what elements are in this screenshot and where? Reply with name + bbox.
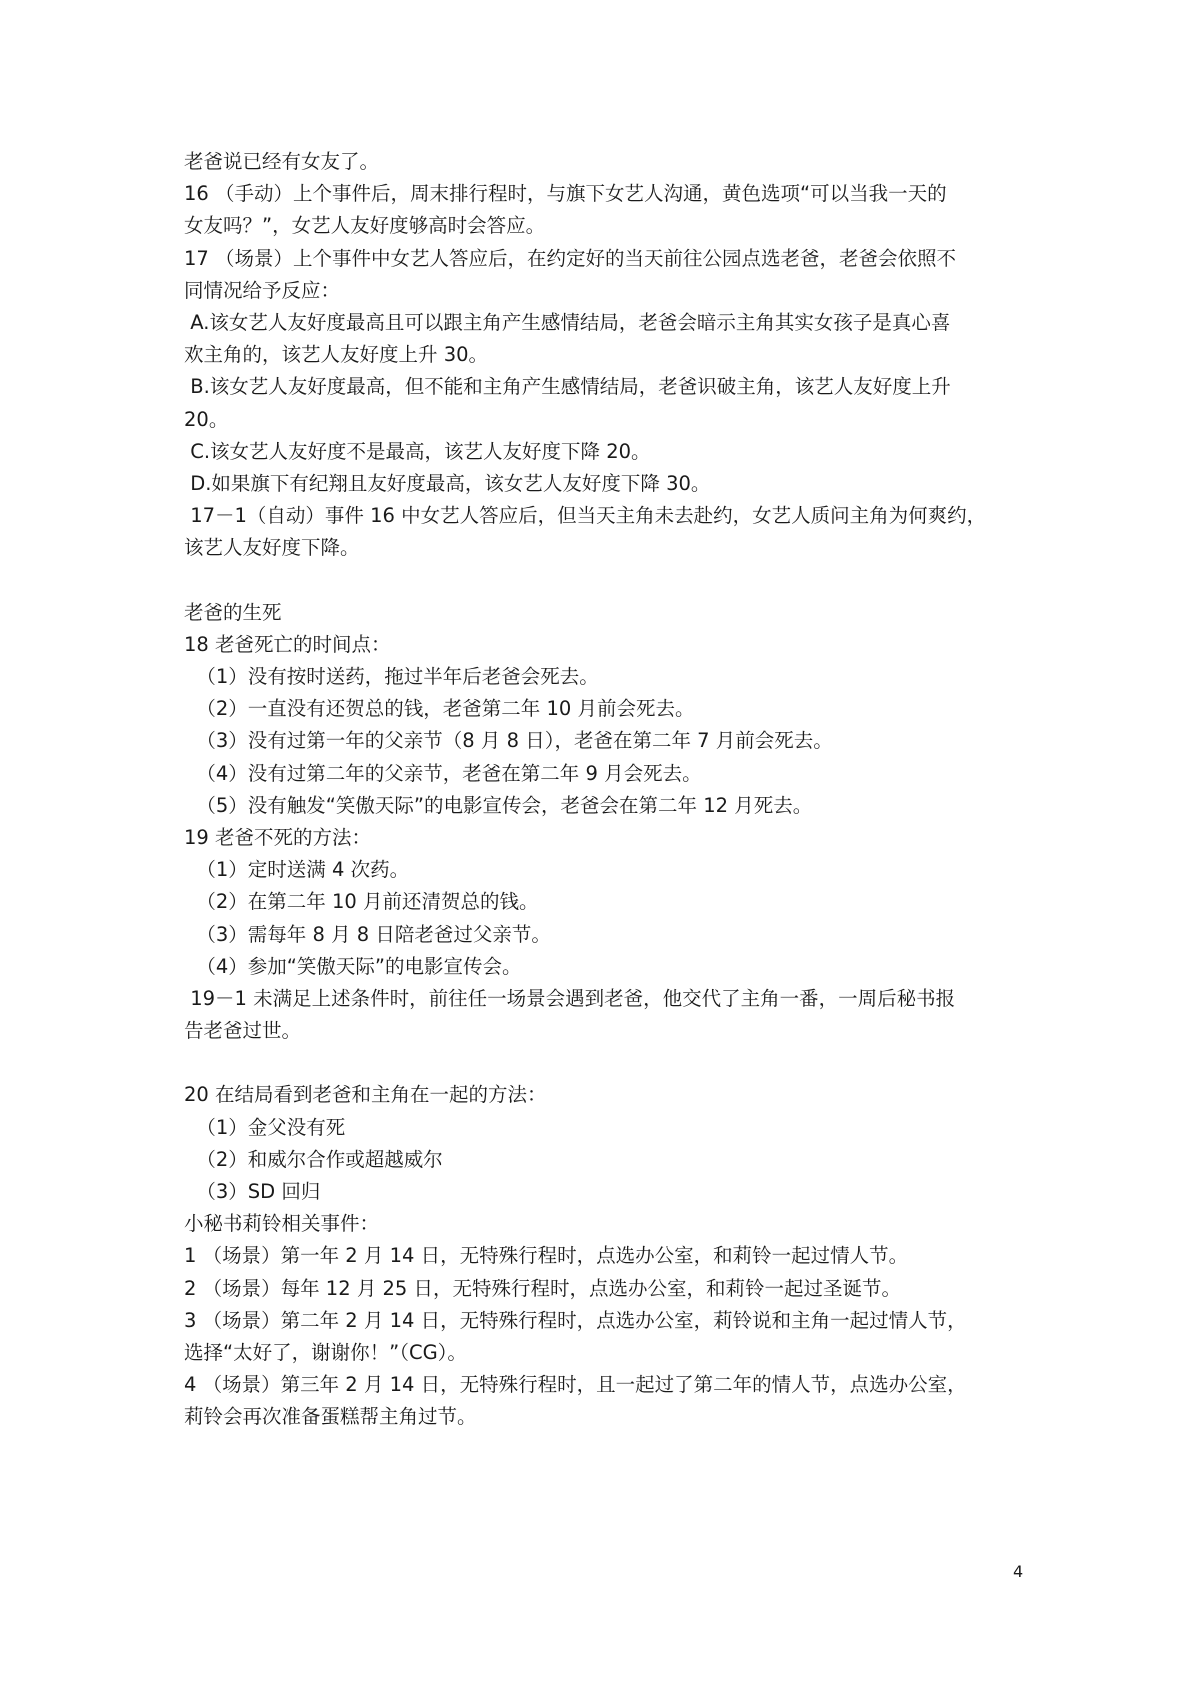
- text-line: 欢主角的，该艺人友好度上升 30。: [184, 343, 489, 367]
- text-line: 老爸说已经有女友了。: [184, 150, 380, 173]
- text-line: 2 （场景）每年 12 月 25 日，无特殊行程时，点选办公室，和莉铃一起过圣诞节。: [184, 1276, 902, 1300]
- text-line: B.该女艺人友好度最高，但不能和主角产生感情结局，老爸识破主角，该艺人友好度上升: [184, 375, 951, 399]
- text-line: 告老爸过世。: [184, 1019, 302, 1043]
- text-line: C.该女艺人友好度不是最高，该艺人友好度下降 20。: [184, 439, 651, 463]
- blank-line: [184, 1047, 1024, 1079]
- text-line: （2）一直没有还贺总的钱，老爸第二年 10 月前会死去。: [184, 697, 695, 721]
- text-line: 19 老爸不死的方法：: [184, 825, 372, 849]
- text-line: （1）定时送满 4 次药。: [184, 858, 410, 882]
- section-heading: 老爸的生死: [184, 600, 282, 624]
- text-line: 20。: [184, 407, 229, 431]
- section-heading: 小秘书莉铃相关事件：: [184, 1212, 380, 1236]
- text-line: 17 （场景）上个事件中女艺人答应后，在约定好的当天前往公园点选老爸，老爸会依照不: [184, 246, 957, 270]
- text-line: A.该女艺人友好度最高且可以跟主角产生感情结局，老爸会暗示主角其实女孩子是真心喜: [184, 310, 951, 334]
- text-line: （3）需每年 8 月 8 日陪老爸过父亲节。: [184, 922, 551, 946]
- text-line: 20 在结局看到老爸和主角在一起的方法：: [184, 1083, 547, 1107]
- text-line: 3 （场景）第二年 2 月 14 日，无特殊行程时，点选办公室，莉铃说和主角一起过情人节，: [184, 1308, 967, 1332]
- text-line: 莉铃会再次准备蛋糕帮主角过节。: [184, 1405, 477, 1429]
- text-line: 1 （场景）第一年 2 月 14 日，无特殊行程时，点选办公室，和莉铃一起过情人节。: [184, 1244, 909, 1268]
- text-line: （4）没有过第二年的父亲节，老爸在第二年 9 月会死去。: [184, 761, 702, 785]
- text-line: D.如果旗下有纪翔且友好度最高，该女艺人友好度下降 30。: [184, 471, 711, 495]
- text-line: 选择“太好了，谢谢你！”（CG）。: [184, 1340, 467, 1364]
- text-line: 19－1 未满足上述条件时，前往任一场景会遇到老爸，他交代了主角一番，一周后秘书报: [184, 986, 956, 1010]
- blank-line: [184, 564, 1024, 596]
- text-line: （1）没有按时送药，拖过半年后老爸会死去。: [184, 665, 599, 688]
- text-line: （2）在第二年 10 月前还清贺总的钱。: [184, 890, 539, 914]
- text-line: 4 （场景）第三年 2 月 14 日，无特殊行程时，且一起过了第二年的情人节，点选办公室，: [184, 1373, 967, 1397]
- text-line: （5）没有触发“笑傲天际”的电影宣传会，老爸会在第二年 12 月死去。: [184, 793, 813, 817]
- text-line: （3）没有过第一年的父亲节（8 月 8 日），老爸在第二年 7 月前会死去。: [184, 729, 833, 753]
- text-line: 同情况给予反应：: [184, 278, 341, 302]
- text-line: （2）和威尔合作或超越威尔: [184, 1147, 443, 1171]
- page-number: 4: [1013, 1562, 1024, 1581]
- text-line: （3）SD 回归: [184, 1180, 321, 1203]
- text-line: （1）金父没有死: [184, 1115, 346, 1139]
- document-body: [184, 146, 1024, 1434]
- text-line: 18 老爸死亡的时间点：: [184, 632, 391, 656]
- text-line: 女友吗？”，女艺人友好度够高时会答应。: [184, 214, 546, 238]
- text-line: 16 （手动）上个事件后，周末排行程时，与旗下女艺人沟通，黄色选项“可以当我一天的: [184, 182, 947, 206]
- text-line: 17－1（自动）事件 16 中女艺人答应后，但当天主角未去赴约，女艺人质问主角为何爽约，: [184, 504, 987, 528]
- text-line: （4）参加“笑傲天际”的电影宣传会。: [184, 954, 522, 978]
- text-line: 该艺人友好度下降。: [184, 536, 360, 560]
